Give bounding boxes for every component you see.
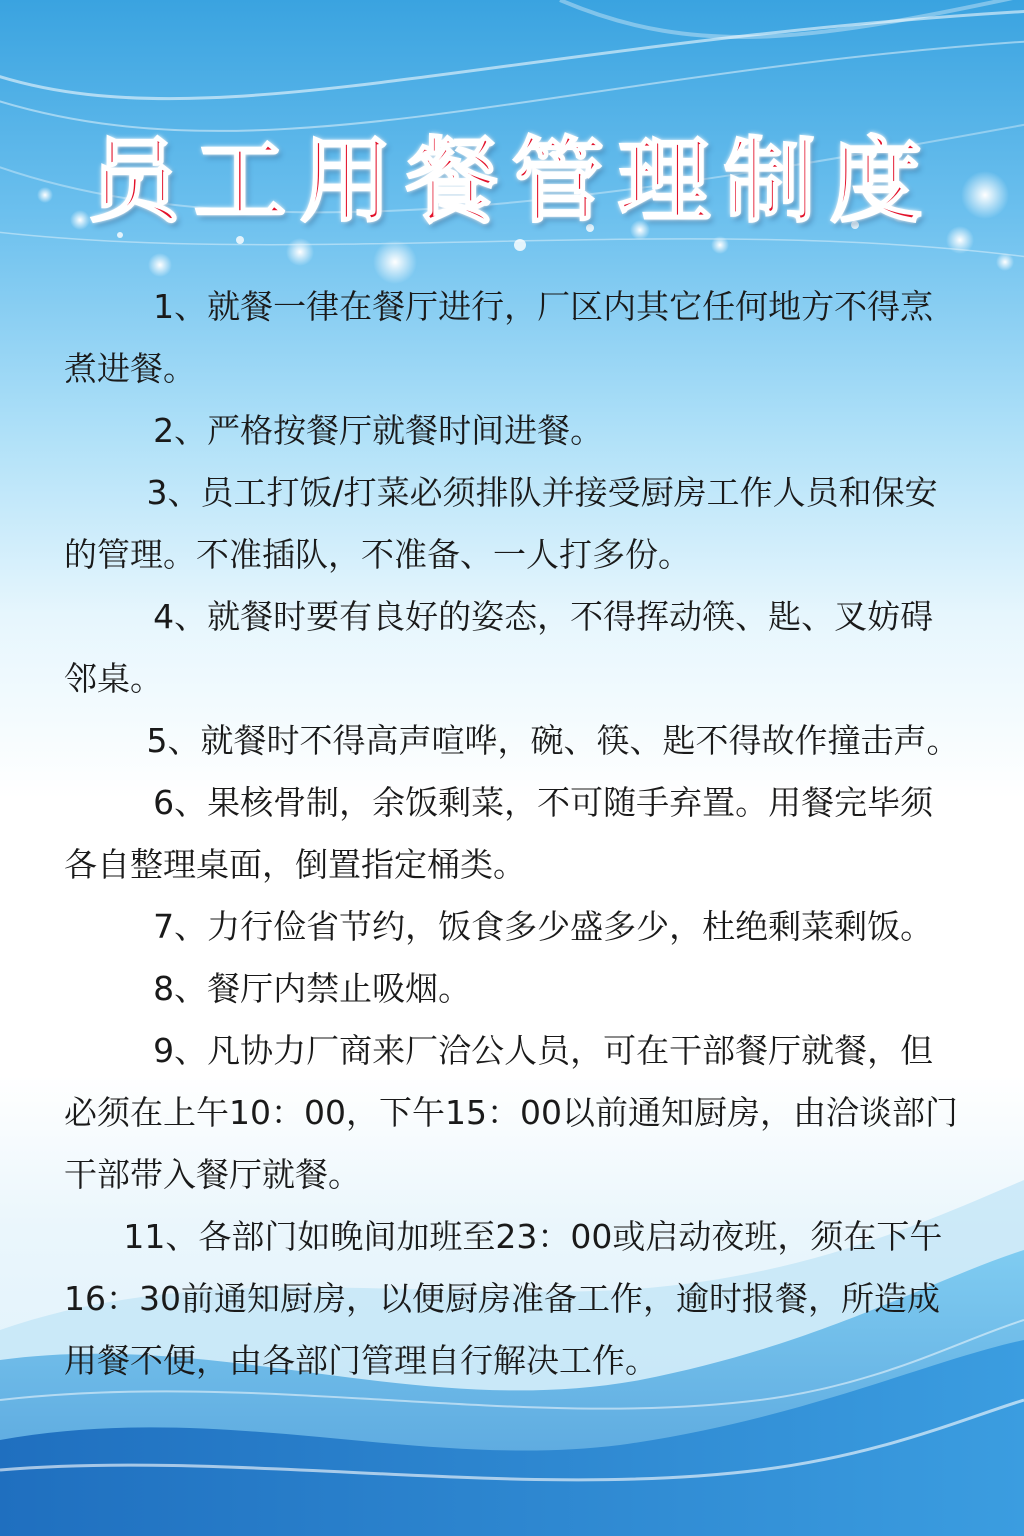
rule-item: 4、就餐时要有良好的姿态，不得挥动筷、匙、叉妨碍邻桌。: [64, 597, 934, 698]
rule-item: 6、果核骨制，余饭剩菜，不可随手弃置。用餐完毕须各自整理桌面，倒置指定桶类。: [64, 783, 934, 884]
rule-item: 1、就餐一律在餐厅进行，厂区内其它任何地方不得烹煮进餐。: [64, 287, 934, 388]
rule-item: 2、严格按餐厅就餐时间进餐。: [153, 411, 604, 450]
rule-item: 11、各部门如晚间加班至23：00或启动夜班，须在下午16：30前通知厨房，以便厨房准备工作，逾时报餐，所造成用餐不便，由各部门管理自行解决工作。: [64, 1217, 943, 1380]
rule-item: 8、餐厅内禁止吸烟。: [153, 969, 472, 1008]
rule-item: 5、就餐时不得高声喧哗，碗、筷、匙不得故作撞击声。: [146, 721, 960, 760]
rule-item: 9、凡协力厂商来厂洽公人员，可在干部餐厅就餐，但必须在上午10：00，下午15：00以前通知厨房，由洽谈部门干部带入餐厅就餐。: [64, 1031, 958, 1194]
poster-title: 员工用餐管理制度: [87, 127, 936, 235]
rule-item: 7、力行俭省节约，饭食多少盛多少，杜绝剩菜剩饭。: [153, 907, 934, 946]
rule-item: 3、员工打饭/打菜必须排队并接受厨房工作人员和保安的管理。不准插队，不准备、一人打多份。: [64, 473, 938, 574]
rules-list: [64, 276, 964, 1392]
